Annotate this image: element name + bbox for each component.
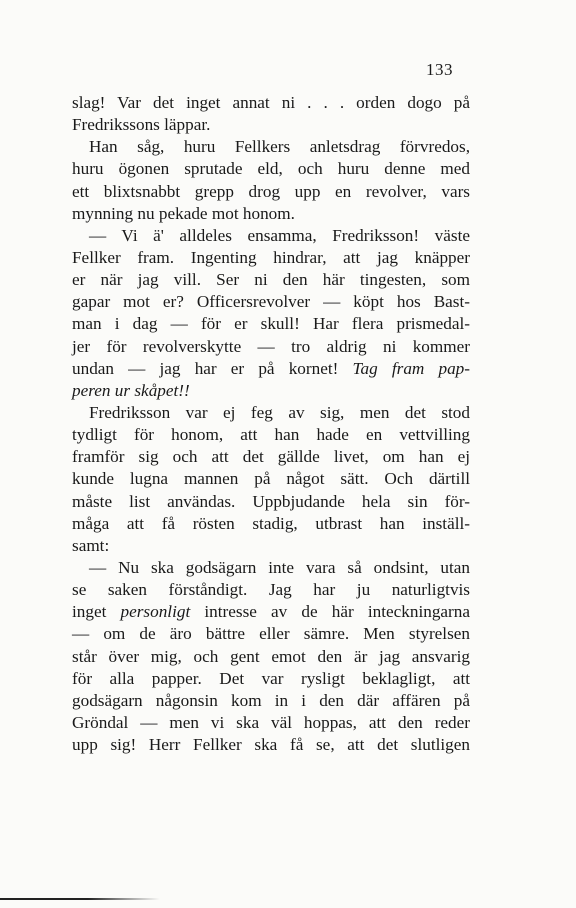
text-line: [72, 690, 470, 712]
text-line-italic: personligt: [120, 602, 191, 622]
text-line-main: gapar mot er? Officersrevolver — köpt hos Bast-: [72, 292, 470, 312]
text-line-main: er när jag vill. Ser ni den här tingesten, som: [72, 270, 470, 290]
text-line-main: mynning nu pekade mot honom.: [72, 203, 295, 223]
text-line-main: godsägarn någonsin kom in i den där affären på: [72, 690, 470, 710]
text-line-main: måga att få rösten stadig, utbrast han inställ-: [72, 513, 470, 533]
text-line-main: kunde lugna mannen på något sätt. Och därtill: [72, 469, 470, 489]
text-line: [72, 712, 470, 734]
text-line-main: upp sig! Herr Fellker ska få se, att det slutligen: [72, 735, 470, 755]
text-line: [72, 646, 470, 668]
text-line-main: huru ögonen sprutade eld, och huru denne med: [72, 159, 470, 179]
text-line-main: Fellker fram. Ingenting hindrar, att jag knäpper: [72, 247, 470, 267]
text-line-main: man i dag — för er skull! Har flera prismedal-: [72, 314, 470, 334]
text-line: [72, 313, 470, 335]
text-line: [72, 114, 470, 136]
text-line-main: står över mig, och gent emot den är jag ansvarig: [72, 646, 470, 666]
text-line: [72, 623, 470, 645]
text-line-main: slag! Var det inget annat ni . . . orden dogo på: [72, 93, 470, 112]
text-line: [72, 269, 470, 291]
text-line-main: Han såg, huru Fellkers anletsdrag förvredos,: [89, 137, 470, 157]
text-line-continuation: intresse av de här inteckningarna: [190, 602, 470, 622]
text-line: [72, 136, 470, 158]
page-number: 133: [426, 60, 453, 79]
text-line-main: undan — jag har er på kornet!: [72, 358, 353, 378]
text-line-main: framför sig och att det gällde livet, om han ej: [72, 447, 470, 467]
text-line-main: — Nu ska godsägarn inte vara så ondsint, utan: [89, 557, 470, 577]
body-text: [72, 92, 470, 756]
text-line: [72, 181, 470, 203]
text-line-main: Fredrikssons läppar.: [72, 115, 211, 135]
text-line: [72, 291, 470, 313]
text-line-main: se saken förståndigt. Jag har ju naturligtvis: [72, 580, 470, 600]
text-line: [72, 557, 470, 579]
text-line-main: måste list användas. Uppbjudande hela sin för-: [72, 491, 470, 511]
text-line-main: ett blixtsnabbt grepp drog upp en revolver, vars: [72, 181, 470, 201]
text-line: [72, 513, 470, 535]
text-line-main: för alla papper. Det var rysligt beklagligt, att: [72, 668, 470, 688]
text-line-main: — Vi ä' alldeles ensamma, Fredriksson! väste: [89, 225, 470, 245]
text-line: [72, 92, 470, 114]
text-line-main: jer för revolverskytte — tro aldrig ni kommer: [72, 336, 470, 356]
text-line: [72, 601, 470, 623]
text-line-main: Gröndal — men vi ska väl hoppas, att den reder: [72, 712, 470, 732]
text-line: [72, 158, 470, 180]
text-line-main: samt:: [72, 535, 110, 555]
text-line: [72, 535, 470, 557]
text-line: [72, 247, 470, 269]
text-line-italic: Tag fram pap-: [352, 358, 470, 378]
text-line: [72, 491, 470, 513]
text-line: [72, 380, 470, 402]
text-line: [72, 402, 470, 424]
text-line: [72, 734, 470, 756]
bottom-edge-rule: [0, 898, 160, 900]
text-line-main: tydligt för honom, att han hade en vettvilling: [72, 425, 470, 445]
text-line: [72, 203, 470, 225]
text-line: [72, 358, 470, 380]
text-line-main: — om de äro bättre eller sämre. Men styrelsen: [72, 624, 470, 644]
text-line: [72, 225, 470, 247]
text-line-main: Fredriksson var ej feg av sig, men det stod: [89, 402, 470, 422]
text-line: [72, 579, 470, 601]
text-line: [72, 424, 470, 446]
text-line: [72, 668, 470, 690]
text-line: [72, 468, 470, 490]
text-line: [72, 336, 470, 358]
text-line-italic: peren ur skåpet!!: [72, 380, 190, 400]
text-line-main: inget: [72, 602, 121, 622]
text-line: [72, 446, 470, 468]
